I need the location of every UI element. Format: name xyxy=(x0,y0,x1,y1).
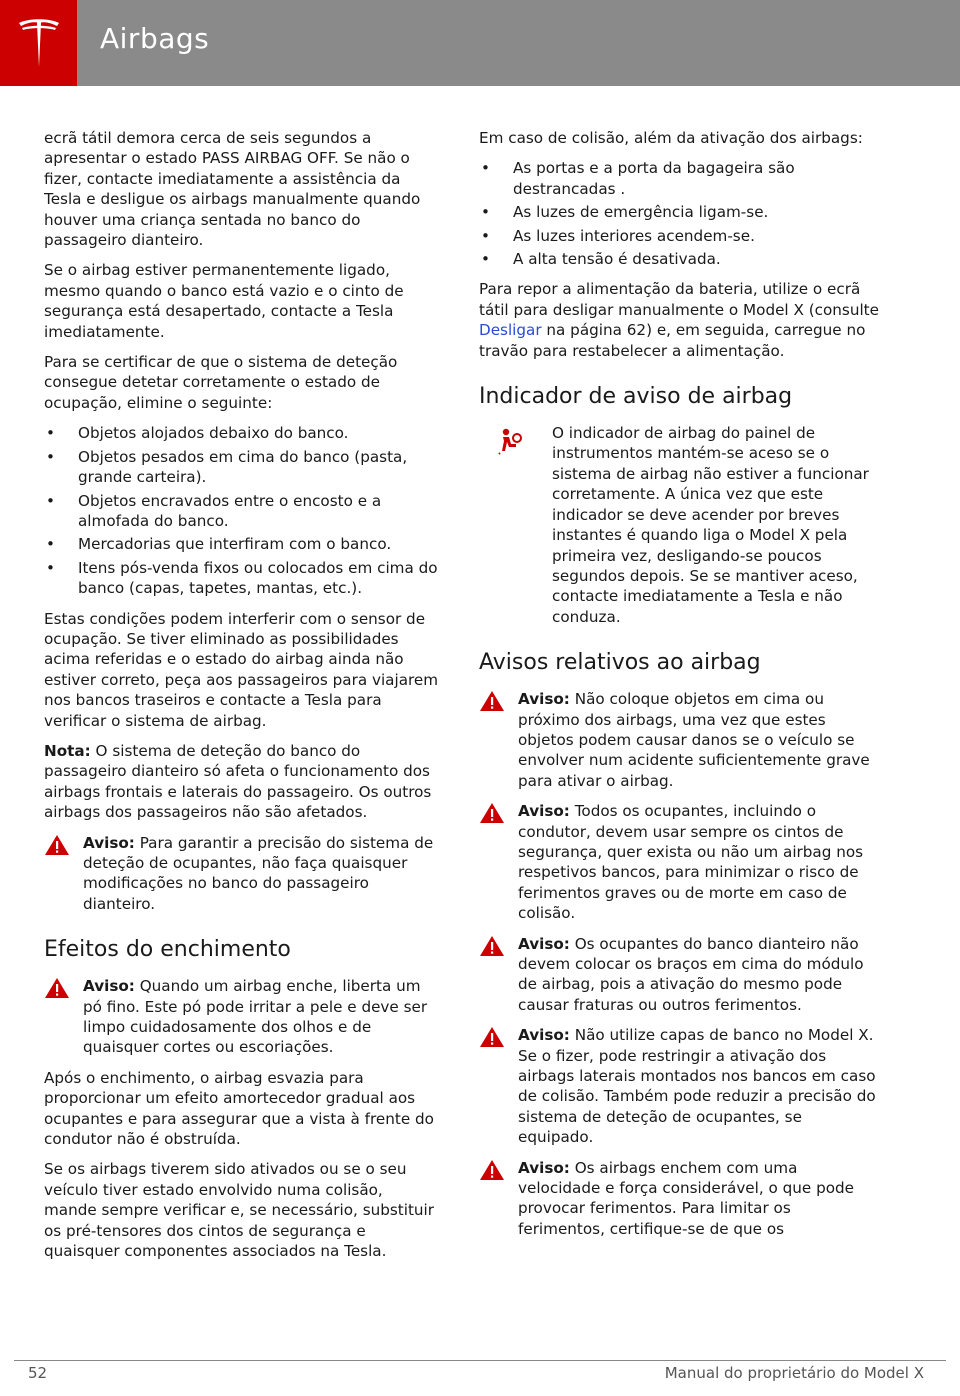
removal-list xyxy=(44,423,439,598)
text: Para repor a alimentação da bateria, utilize o ecrã tátil para desligar manualmente o Model X (consulte xyxy=(479,280,879,319)
section-heading: Indicador de aviso de airbag xyxy=(479,384,793,410)
warning-text: Os airbags enchem com uma velocidade e força considerável, o que pode provocar ferimentos. Para limitar os ferimentos, certifique-se de que os xyxy=(518,1158,854,1238)
indicator-text: O indicador de airbag do painel de instrumentos mantém-se aceso se o sistema de airbag não estiver a funcionar corretamente. A única vez que este indicador se deve acender por breves instantes é quando liga o Model X pela primeira vez, desligando-se poucos segundos depois. Se se mantiver aceso, contacte imediatamente a Tesla e não conduza. xyxy=(552,424,869,626)
warning-icon xyxy=(479,1026,505,1048)
warning-label: Aviso: xyxy=(518,690,570,709)
note xyxy=(44,741,439,823)
section-heading: Efeitos do enchimento xyxy=(44,937,291,963)
warning-label: Aviso: xyxy=(518,802,570,821)
left-column xyxy=(44,128,439,1272)
warning-text: Quando um airbag enche, liberta um pó fino. Este pó pode irritar a pele e deve ser limpo cuidadosamente dos olhos e de quaisquer cortes ou escoriações. xyxy=(83,977,428,1057)
warning-block xyxy=(44,833,439,915)
paragraph: Para se certificar de que o sistema de deteção consegue detetar corretamente o estado de ocupação, elimine o seguinte: xyxy=(44,353,398,412)
section-heading: Avisos relativos ao airbag xyxy=(479,650,761,676)
page-header xyxy=(0,0,960,86)
list-item: • Itens pós-venda fixos ou colocados em cima do banco (capas, tapetes, mantas, etc.). xyxy=(44,558,439,599)
footer-manual-title: Manual do proprietário do Model X xyxy=(664,1364,924,1382)
warning-text: Não utilize capas de banco no Model X. Se o fizer, pode restringir a ativação dos airbags laterais montados nos bancos em caso de colisão. Também pode reduzir a precisão do sistema de deteção de ocupantes, se equipado. xyxy=(518,1026,876,1147)
warning-icon xyxy=(479,690,505,712)
warning-block xyxy=(44,976,439,1058)
warning-label: Aviso: xyxy=(83,833,135,852)
list-item: • Objetos alojados debaixo do banco. xyxy=(44,423,439,443)
page-number: 52 xyxy=(28,1364,48,1382)
warning-block xyxy=(479,1158,879,1240)
warning-icon xyxy=(479,1159,505,1181)
list-item: • As portas e a porta da bagageira são destrancadas . xyxy=(479,158,879,199)
paragraph xyxy=(479,279,879,361)
paragraph: Se os airbags tiverem sido ativados ou se o seu veículo tiver estado envolvido numa colisão, mande sempre verificar e, se necessário, substituir os pré-tensores dos cintos de segurança e quaisquer componentes associados na Tesla. xyxy=(44,1160,435,1261)
desligar-link[interactable]: Desligar xyxy=(479,321,542,340)
warning-icon xyxy=(44,834,70,856)
note-label: Nota: xyxy=(44,741,91,760)
list-item: • As luzes interiores acendem-se. xyxy=(479,226,879,246)
list-item: • Objetos pesados em cima do banco (pasta, grande carteira). xyxy=(44,447,439,488)
note-text: O sistema de deteção do banco do passageiro dianteiro só afeta o funcionamento dos airbags frontais e laterais do passageiro. Os outros airbags dos passageiros não são afetados. xyxy=(44,741,432,822)
warning-block xyxy=(479,801,879,923)
list-item: • Mercadorias que interfiram com o banco. xyxy=(44,534,439,554)
paragraph: Se o airbag estiver permanentemente ligado, mesmo quando o banco está vazio e o cinto de segurança está desapertado, contacte a Tesla imediatamente. xyxy=(44,261,404,341)
warning-label: Aviso: xyxy=(518,934,570,953)
collision-list xyxy=(479,158,879,269)
paragraph: Em caso de colisão, além da ativação dos airbags: xyxy=(479,129,863,147)
text: na página 62) e, em seguida, carregue no travão para restabelecer a alimentação. xyxy=(479,321,866,360)
right-column xyxy=(479,128,879,1249)
paragraph: Após o enchimento, o airbag esvazia para proporcionar um efeito amortecedor gradual aos ocupantes e para assegurar que a vista à frente do condutor não é obstruída. xyxy=(44,1068,434,1149)
warning-text: Não coloque objetos em cima ou próximo dos airbags, uma vez que estes objetos podem causar danos se o veículo se envolver num acidente suficientemente grave para ativar o airbag. xyxy=(518,690,870,790)
warning-icon xyxy=(479,935,505,957)
warning-text: Para garantir a precisão do sistema de deteção de ocupantes, não faça quaisquer modificações no banco do passageiro dianteiro. xyxy=(83,833,434,913)
list-item: • As luzes de emergência ligam-se. xyxy=(479,202,879,222)
airbag-indicator-block xyxy=(479,423,879,627)
warning-label: Aviso: xyxy=(83,977,135,996)
warning-block xyxy=(479,934,879,1016)
warning-block xyxy=(479,1025,879,1147)
list-item: • A alta tensão é desativada. xyxy=(479,249,879,269)
paragraph: Estas condições podem interferir com o sensor de ocupação. Se tiver eliminado as possibilidades acima referidas e o estado do airbag ainda não estiver correto, peça aos passageiros para viajarem nos bancos traseiros e contacte a Tesla para verificar o sistema de airbag. xyxy=(44,609,439,730)
warning-block xyxy=(479,689,879,791)
footer-divider xyxy=(14,1360,946,1361)
airbag-warning-icon xyxy=(497,427,523,455)
page-title: Airbags xyxy=(100,22,210,55)
warning-icon xyxy=(44,977,70,999)
tesla-logo-icon xyxy=(16,17,62,69)
warning-text: Todos os ocupantes, incluindo o condutor, devem usar sempre os cintos de segurança, quer exista ou não um airbag nos respetivos bancos, para minimizar o risco de ferimentos graves ou de morte em caso de colisão. xyxy=(518,802,864,923)
tesla-logo xyxy=(0,0,77,86)
warning-text: Os ocupantes do banco dianteiro não devem colocar os braços em cima do módulo de airbag, pois a ativação do mesmo pode causar fraturas ou outros ferimentos. xyxy=(518,934,864,1014)
paragraph: ecrã tátil demora cerca de seis segundos a apresentar o estado PASS AIRBAG OFF. Se não o fizer, contacte imediatamente a assistência da Tesla e desligue os airbags manualmente quando houver uma criança sentada no banco do passageiro dianteiro. xyxy=(44,129,421,250)
warning-label: Aviso: xyxy=(518,1158,570,1177)
list-item: • Objetos encravados entre o encosto e a almofada do banco. xyxy=(44,491,439,532)
warning-label: Aviso: xyxy=(518,1026,570,1045)
warning-icon xyxy=(479,802,505,824)
